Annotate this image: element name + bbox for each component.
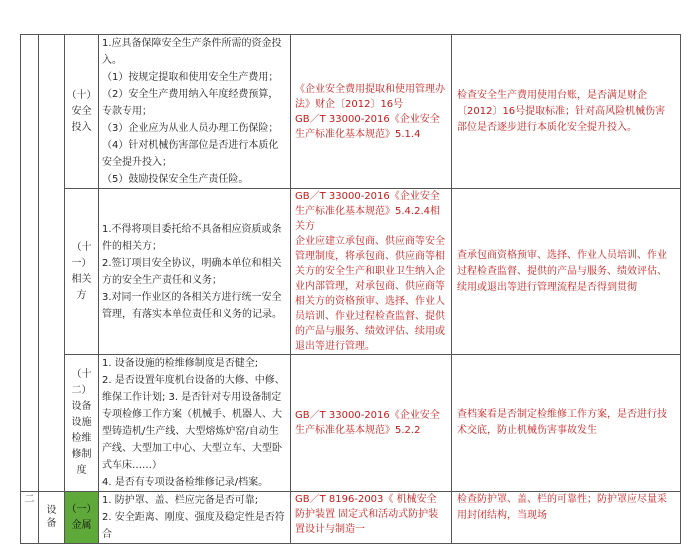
- basis-cell: GB／T 33000-2016《企业安全生产标准化基本规范》5.2.2: [291, 355, 452, 492]
- item-cell: （十 二） 设备 设施 检维 修制 度: [65, 355, 99, 492]
- section-number-cell: [21, 35, 39, 492]
- category-cell: [39, 492, 65, 544]
- section-number-cell: [21, 492, 39, 544]
- category-cell: [39, 35, 65, 492]
- table-row: [21, 492, 681, 544]
- table-row: [21, 355, 681, 492]
- category-label: 设备: [46, 505, 57, 529]
- section-number: 二: [24, 494, 35, 505]
- item-cell: （十） 安全 投入: [65, 35, 99, 189]
- method-cell: 检查安全生产费用使用台账，是否满足财企〔2012〕16号提取标准；针对高风险机械伤害部位是否逐步进行本质化安全提升投入。: [452, 35, 681, 189]
- item-cell: （一） 金属: [65, 492, 99, 544]
- basis-cell: GB／T 8196-2003《 机械安全 防护装置 固定式和活动式防护装置设计与制造一: [291, 492, 452, 544]
- basis-cell: GB／T 33000-2016《企业安全生产标准化基本规范》5.4.2.4相关方 企业应建立承包商、供应商等安全管理制度，将承包商、供应商等相关方的安全生产和职业卫生纳入企业内部管理，对承包商、供应商等相关方的资格预审、选择、作业人员培训、作业过程检查监督、提供的产品与服务、绩效评估、续用或退出等进行管理。: [291, 189, 452, 355]
- method-cell: 查档案看是否制定检维修工作方案，是否进行技术交底，防止机械伤害事故发生: [452, 355, 681, 492]
- table-row: [21, 189, 681, 355]
- requirements-cell: 1.应具备保障安全生产条件所需的资金投入。 （1）按规定提取和使用安全生产费用； （2）安全生产费用纳入年度经费预算，专款专用； （3）企业应为从业人员办理工伤保险； （4）针对机械伤害部位是否进行本质化安全提升投入； （5）鼓励投保安全生产责任险。: [99, 35, 291, 189]
- requirements-cell: 1. 设备设施的检维修制度是否健全; 2. 是否设置年度机台设备的大修、中修、维保工作计划; 3. 是否针对专用设备制定专项检修工作方案（机械手、机器人、大型铸造机/生产线、大型熔炼炉窑/自动生产线、大型加工中心、大型立车、大型卧式车床……） 4. 是否有专项设备检维修记录/档案。: [99, 355, 291, 492]
- requirements-cell: 1. 防护罩、盖、栏应完备是否可靠; 2. 安全距离、刚度、强度及稳定性是否符合: [99, 492, 291, 544]
- item-cell: （十 一） 相关 方: [65, 189, 99, 355]
- table-row: [21, 35, 681, 189]
- requirements-cell: 1.不得将项目委托给不具备相应资质或条件的相关方； 2.签订项目安全协议，明确本单位和相关方的安全生产责任和义务； 3.对同一作业区的各相关方进行统一安全管理，有落实本单位责任和义务的记录。: [99, 189, 291, 355]
- method-cell: 查承包商资格预审、选择、作业人员培训、作业过程检查监督、提供的产品与服务、绩效评估、续用或退出等进行管理流程是否得到贯彻: [452, 189, 681, 355]
- basis-cell: 《企业安全费用提取和使用管理办法》财企〔2012〕16号 GB／T 33000-2016《企业安全生产标准化基本规范》5.1.4: [291, 35, 452, 189]
- inspection-table: [20, 34, 681, 544]
- method-cell: 检查防护罩、盖、栏的可靠性；防护罩应尽量采用封闭结构，当现场: [452, 492, 681, 544]
